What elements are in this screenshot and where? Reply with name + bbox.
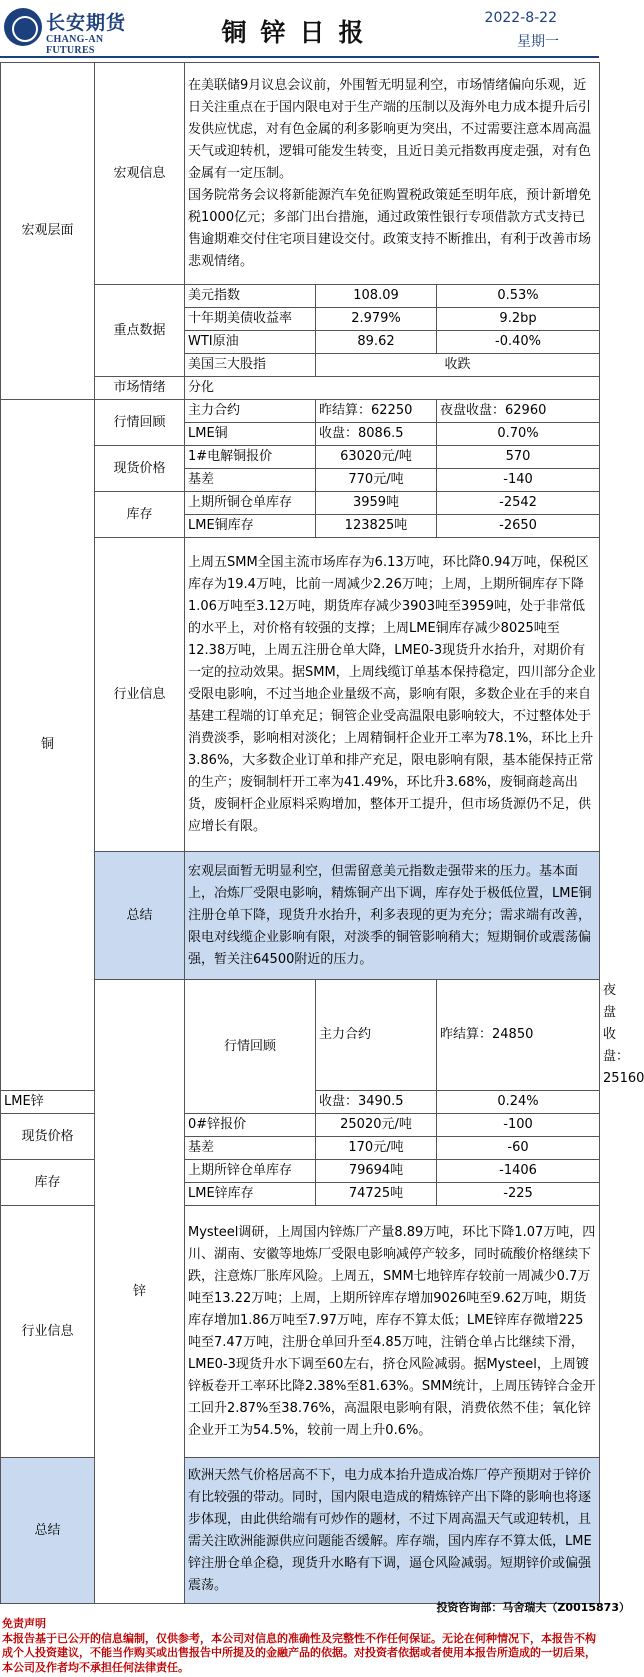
lme-zinc-name: LME锌 (1, 1091, 95, 1114)
zinc-summary-text: 欧洲天然气价格居高不下，电力成本抬升造成冶炼厂停产预期对于锌价有比较强的带动。同时，国内限电造成的精炼锌产出下降的影响也将逐步体现，由此供给端有可炒作的题材，不过下周高温天气或迎转机，且需关注欧洲能源供应问题能否缓解。库存端，国内库存不算太低，LME锌注册仓单企稳，现货升水略有下调，逼仓风险减弱。短期锌价或偏强震荡。 (185, 1458, 600, 1604)
zinc-spot-change: -100 (437, 1114, 600, 1137)
zinc-spot-price: 25020元/吨 (316, 1114, 437, 1137)
us-stocks-name: 美国三大股指 (185, 354, 316, 377)
zinc-basis-change: -60 (437, 1137, 600, 1160)
report-date: 2022-8-22 (484, 10, 557, 26)
key-data-value: 108.09 (316, 285, 437, 308)
table-row (1, 1160, 600, 1183)
key-data-change: 9.2bp (437, 308, 600, 331)
copper-basis-change: -140 (437, 469, 600, 492)
copper-shfe-inventory-name: 上期所铜仓单库存 (185, 492, 316, 515)
macro-info-label: 宏观信息 (95, 63, 185, 285)
copper-shfe-inventory-change: -2542 (437, 492, 600, 515)
copper-lme-inventory-change: -2650 (437, 515, 600, 538)
key-data-change: 0.53% (437, 285, 600, 308)
table-row (1, 63, 600, 285)
copper-spot-change: 570 (437, 446, 600, 469)
copper-night-close: 夜盘收盘：62960 (437, 400, 600, 423)
report-title: 铜锌日报 (221, 18, 378, 47)
copper-shfe-inventory-value: 3959吨 (316, 492, 437, 515)
section-zinc: 锌 (95, 980, 185, 1604)
key-data-value: 89.62 (316, 331, 437, 354)
table-row: 锌 行情回顾 主力合约 昨结算：24850 夜盘收盘：25160 (1, 980, 600, 1091)
zinc-industry-label: 行业信息 (1, 1206, 95, 1458)
table-row (1, 1458, 600, 1604)
table-row (1, 1114, 600, 1137)
zinc-market-review-label: 行情回顾 (185, 980, 316, 1114)
macro-info-paragraph-1: 在美联储9月议息会议前，外围暂无明显利空，市场情绪偏向乐观，近日关注重点在于国内限电对于生产端的压制以及海外电力成本提升后引发供应忧虑，对有色金属的利多影响更为突出，不过需要注意本周高温天气或迎转机，逻辑可能发生转变，且近日美元指数再度走强，对有色金属有一定压制。 (188, 77, 592, 181)
zinc-main-contract: 主力合约 (316, 980, 437, 1091)
zinc-inventory-label: 库存 (1, 1160, 95, 1206)
report-weekday: 星期一 (517, 34, 559, 50)
disclaimer (2, 1617, 597, 1675)
copper-spot-price: 63020元/吨 (316, 446, 437, 469)
copper-industry-label: 行业信息 (95, 538, 185, 852)
macro-info-text (185, 63, 600, 285)
section-macro: 宏观层面 (1, 63, 95, 400)
table-row (1, 400, 600, 423)
zinc-industry-text: Mysteel调研，上周国内锌炼厂产量8.89万吨，环比下降1.07万吨，四川、湖南、安徽等地炼厂受限电影响减停产较多，同时硫酸价格继续下跌，注意炼厂胀库风险。上周五，SMM七地锌库存较前一周减少0.7万吨至13.22万吨；上周，上期所锌库存增加9026吨至9.62万吨，期货库存增加1.86万吨至7.97万吨，库存不算太低；LME锌库存微增225吨至7.47万吨，注册仓单回升至4.85万吨，注销仓单占比继续下滑，LME0-3现货升水下调至60左右，挤仓风险减弱。据Mysteel，上周镀锌板卷开工率环比降2.38%至81.63%。SMM统计，上周压铸锌合金开工回升2.87%至38.76%，高温限电影响有限，消费依然不佳；氧化锌企业开工为54.5%，较前一周上升0.6%。 (185, 1206, 600, 1458)
copper-spot-name: 1#电解铜报价 (185, 446, 316, 469)
lme-copper-change: 0.70% (437, 423, 600, 446)
copper-prev-settle: 昨结算：62250 (316, 400, 437, 423)
research-contact: 投资咨询部：马舍瑞夫（Z0015873） (436, 1601, 630, 1614)
copper-main-contract: 主力合约 (185, 400, 316, 423)
zinc-prev-settle: 昨结算：24850 (437, 980, 600, 1091)
key-data-name: 美元指数 (185, 285, 316, 308)
copper-summary-text: 宏观层面暂无明显利空，但需留意美元指数走强带来的压力。基本面上，冶炼厂受限电影响，精炼铜产出下调，库存处于极低位置，LME铜注册仓单下降，现货升水抬升，利多表现的更为充分；需求端有改善，限电对线缆企业影响有限，对淡季的铜管影响稍大；短期铜价或震荡偏强，暂关注64500附近的压力。 (185, 852, 600, 980)
macro-info-paragraph-2: 国务院常务会议将新能源汽车免征购置税政策延至明年底，预计新增免税1000亿元；多部门出台措施，通过政策性银行专项借款方式支持已售逾期难交付住宅项目建设交付。政策支持不断推出，有利于改善市场悲观情绪。 (188, 187, 592, 269)
key-data-value: 2.979% (316, 308, 437, 331)
report-table (0, 62, 644, 1604)
table-row (1, 1206, 600, 1458)
lme-zinc-change: 0.24% (437, 1091, 600, 1114)
logo-english-name: CHANG-AN FUTURES (46, 34, 104, 56)
report-header (0, 0, 599, 58)
copper-basis-name: 基差 (185, 469, 316, 492)
zinc-shfe-inventory-name: 上期所锌仓单库存 (185, 1160, 316, 1183)
zinc-basis-value: 170元/吨 (316, 1137, 437, 1160)
copper-lme-inventory-value: 123825吨 (316, 515, 437, 538)
zinc-spot-price-label: 现货价格 (1, 1114, 95, 1160)
copper-summary-label: 总结 (95, 852, 185, 980)
copper-lme-inventory-name: LME铜库存 (185, 515, 316, 538)
copper-industry-text: 上周五SMM全国主流市场库存为6.13万吨，环比降0.94万吨，保税区库存为19.4万吨，比前一周减少2.26万吨；上周，上期所铜库存下降1.06万吨至3.12万吨，期货库存减少3903吨至3959吨，处于非常低的水平上，对价格有较强的支撑；上周LME铜库存减少8025吨至12.38万吨，上周五注册仓单大降，LME0-3现货升水抬升，对期价有一定的拉动效果。据SMM，上周线缆订单基本保持稳定，四川部分企业受限电影响，不过当地企业量级不高，影响有限，多数企业在手的来自基建工程端的订单充足；铜管企业受高温限电影响较大，不过整体处于消费淡季，影响相对淡化；上周精铜杆企业开工率为78.1%，环比上升3.86%，大多数企业订单和排产充足，限电影响有限，基本能保持正常的生产；废铜制杆开工率为41.49%，环比升3.68%，废铜商趁高出货，废铜杆企业原料采购增加，整体开工提升，但市场货源仍不足，供应增长有限。 (185, 538, 600, 852)
copper-market-review-label: 行情回顾 (95, 400, 185, 446)
zinc-summary-label: 总结 (1, 1458, 95, 1604)
zinc-lme-inventory-name: LME锌库存 (185, 1183, 316, 1206)
copper-inventory-label: 库存 (95, 492, 185, 538)
zinc-spot-name: 0#锌报价 (185, 1114, 316, 1137)
zinc-shfe-inventory-value: 79694吨 (316, 1160, 437, 1183)
disclaimer-text: 本报告基于已公开的信息编制，仅供参考，本公司对信息的准确性及完整性不作任何保证。无论在何种情况下，本报告不构成个人投资建议，不能当作购买或出售报告中所提及的金融产品的依据。对投资者依据或者使用本报告所造成的一切后果，本公司及作者均不承担任何法律责任。 (2, 1631, 596, 1674)
disclaimer-title: 免责声明 (2, 1617, 46, 1630)
logo-chinese-name: 长安期货 (46, 12, 127, 34)
lme-copper-name: LME铜 (185, 423, 316, 446)
copper-spot-price-label: 现货价格 (95, 446, 185, 492)
key-data-name: WTI原油 (185, 331, 316, 354)
lme-zinc-close: 收盘：3490.5 (316, 1091, 437, 1114)
zinc-shfe-inventory-change: -1406 (437, 1160, 600, 1183)
market-sentiment-label: 市场情绪 (95, 377, 185, 400)
market-sentiment-value: 分化 (185, 377, 600, 400)
copper-basis-value: 770元/吨 (316, 469, 437, 492)
zinc-basis-name: 基差 (185, 1137, 316, 1160)
zinc-lme-inventory-value: 74725吨 (316, 1183, 437, 1206)
us-stocks-value: 收跌 (316, 354, 600, 377)
key-data-name: 十年期美债收益率 (185, 308, 316, 331)
lme-copper-close: 收盘：8086.5 (316, 423, 437, 446)
section-copper: 铜 (1, 400, 95, 1091)
zinc-lme-inventory-change: -225 (437, 1183, 600, 1206)
macro-key-data-label: 重点数据 (95, 285, 185, 377)
key-data-change: -0.40% (437, 331, 600, 354)
